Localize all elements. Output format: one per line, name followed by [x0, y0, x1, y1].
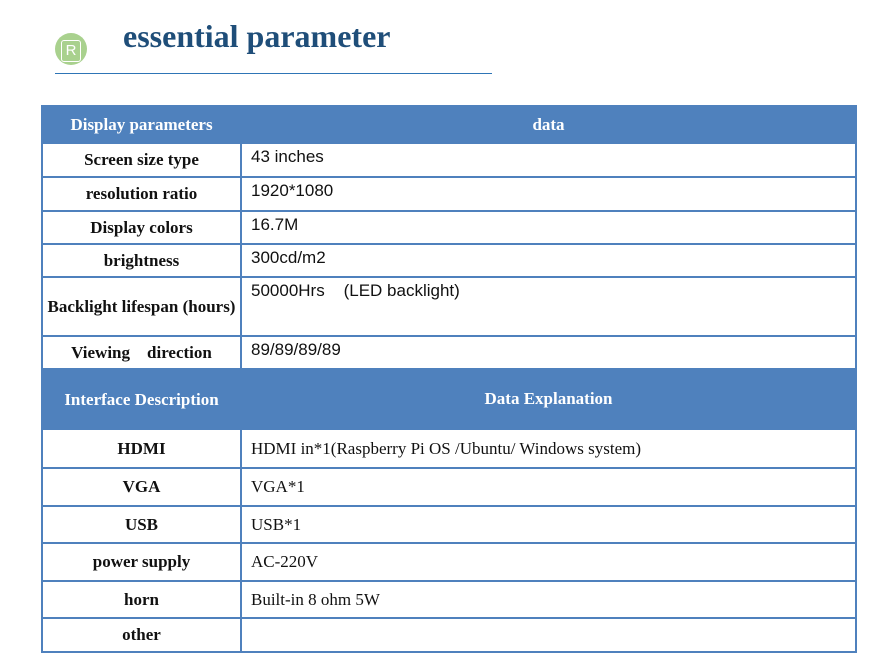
title-divider: [55, 73, 492, 74]
row-value: [241, 618, 856, 652]
table-row: [42, 211, 856, 244]
row-value: 300cd/m2: [241, 244, 856, 277]
row-label: horn: [42, 581, 241, 618]
row-value: 1920*1080: [241, 177, 856, 211]
row-label: Screen size type: [42, 143, 241, 177]
row-value: HDMI in*1(Raspberry Pi OS /Ubuntu/ Windows system): [241, 429, 856, 468]
table-row: [42, 336, 856, 369]
parameter-table: [41, 105, 857, 653]
table-row: [42, 429, 856, 468]
brand-logo-icon: [55, 33, 87, 65]
row-label: power supply: [42, 543, 241, 581]
row-value: 50000Hrs (LED backlight): [241, 277, 856, 336]
interface-desc-header: Interface Description: [42, 369, 241, 429]
row-label: USB: [42, 506, 241, 543]
table-row: [42, 277, 856, 336]
row-label: HDMI: [42, 429, 241, 468]
table-row: [42, 177, 856, 211]
row-value: 16.7M: [241, 211, 856, 244]
table-row: [42, 468, 856, 506]
row-label: Display colors: [42, 211, 241, 244]
row-label: other: [42, 618, 241, 652]
row-value: VGA*1: [241, 468, 856, 506]
table-row: [42, 244, 856, 277]
table-row: [42, 581, 856, 618]
row-value: USB*1: [241, 506, 856, 543]
table-row: [42, 543, 856, 581]
row-value: AC-220V: [241, 543, 856, 581]
row-label: resolution ratio: [42, 177, 241, 211]
row-label: VGA: [42, 468, 241, 506]
row-value: 89/89/89/89: [241, 336, 856, 369]
table-row: [42, 143, 856, 177]
row-label: brightness: [42, 244, 241, 277]
logo-letter: R: [61, 40, 81, 62]
data-explanation-header: Data Explanation: [241, 369, 856, 429]
page-title: essential parameter: [123, 18, 391, 54]
display-params-header: Display parameters: [42, 106, 241, 143]
row-value: 43 inches: [241, 143, 856, 177]
row-label: Backlight lifespan (hours): [42, 277, 241, 336]
display-header-row: [42, 106, 856, 143]
interface-header-row: [42, 369, 856, 429]
table-row: [42, 618, 856, 652]
data-header: data: [241, 106, 856, 143]
row-value: Built-in 8 ohm 5W: [241, 581, 856, 618]
table-row: [42, 506, 856, 543]
row-label: Viewing direction: [42, 336, 241, 369]
